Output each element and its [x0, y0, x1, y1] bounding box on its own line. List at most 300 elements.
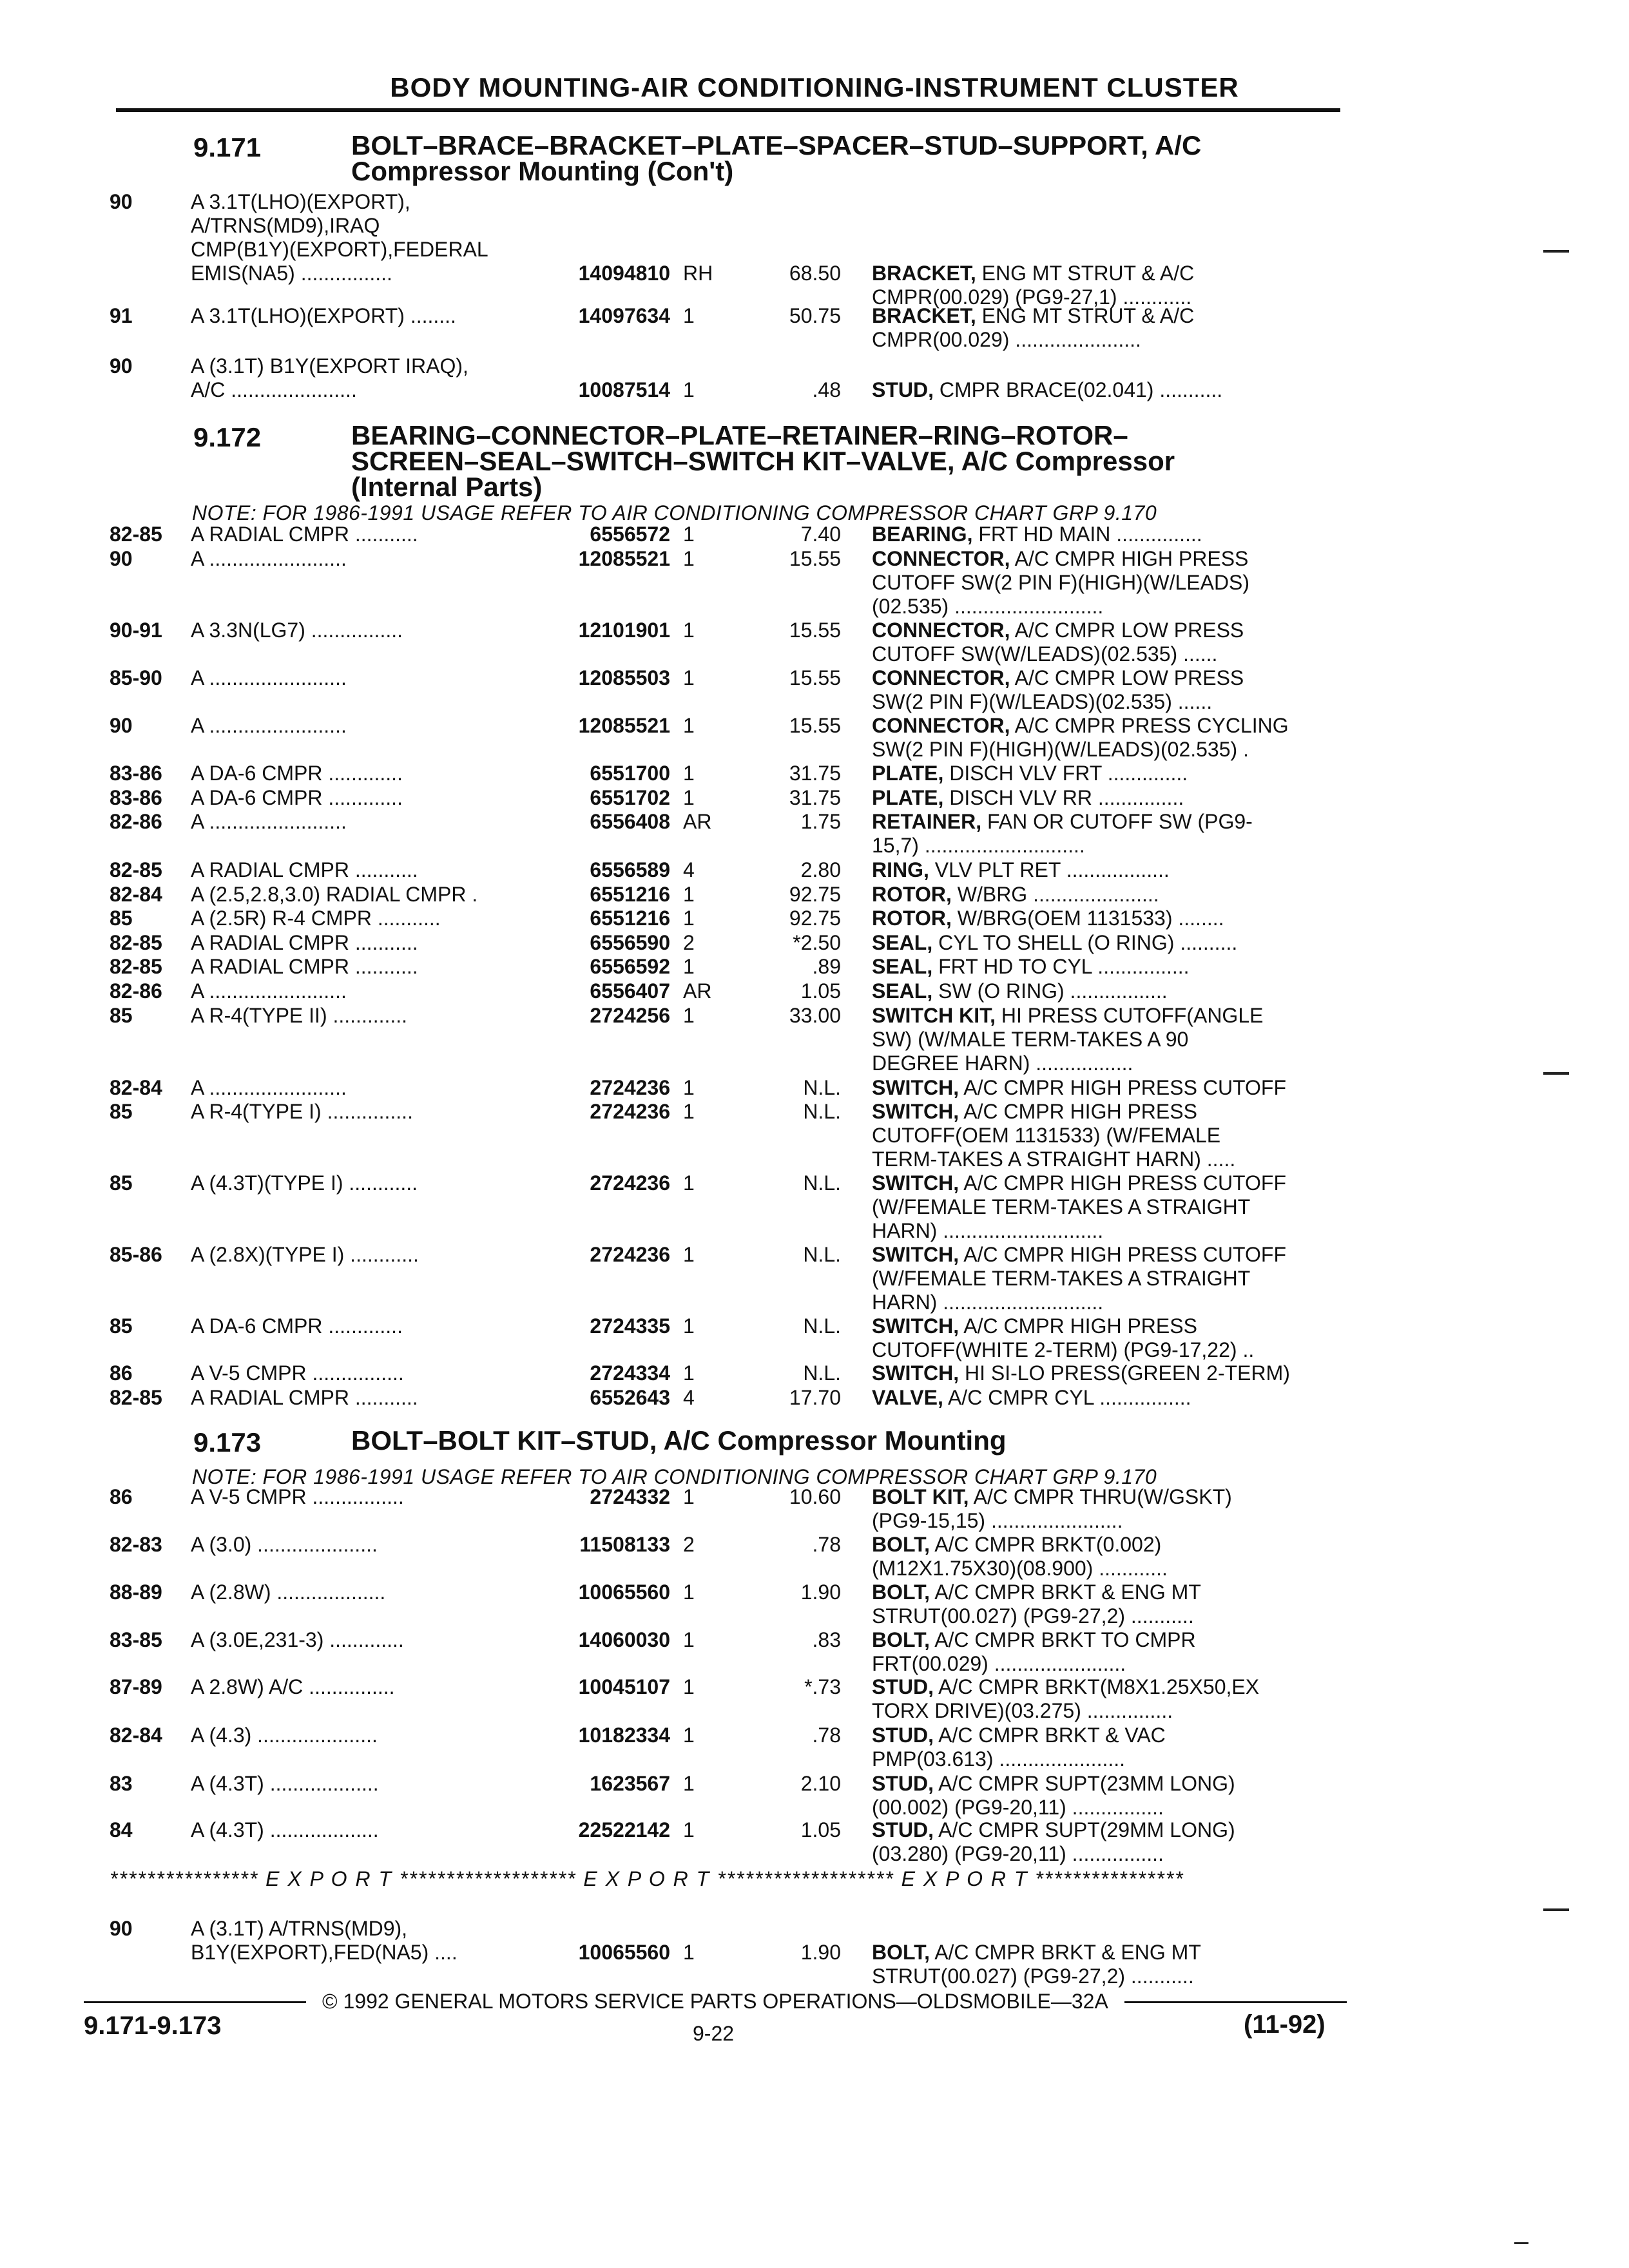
part-number: 2724334	[590, 1361, 670, 1385]
model-years: 85	[110, 907, 133, 930]
price: .78	[812, 1724, 841, 1747]
part-name: RING,	[872, 858, 929, 881]
quantity: 4	[683, 1386, 695, 1409]
part-detail: A/C CMPR PRESS CYCLING	[1014, 714, 1289, 737]
price: *2.50	[793, 931, 841, 954]
application-line: A 2.8W) A/C ...............	[191, 1675, 395, 1698]
quantity: RH	[683, 262, 713, 285]
application-line: A DA-6 CMPR .............	[191, 786, 403, 809]
quantity: 1	[683, 1675, 695, 1698]
application	[191, 1485, 526, 1509]
part-detail: A/C CMPR SUPT(29MM LONG)	[938, 1818, 1235, 1841]
price: 92.75	[789, 883, 841, 906]
part-detail: A/C CMPR BRKT & VAC	[938, 1724, 1166, 1747]
part-number: 2724236	[590, 1076, 670, 1099]
description	[872, 714, 1339, 762]
description-line	[872, 714, 1339, 738]
description-line	[872, 1171, 1339, 1195]
model-years: 82-85	[110, 523, 162, 546]
application	[191, 1581, 526, 1604]
description-line	[872, 810, 1339, 834]
application	[191, 1675, 526, 1699]
quantity: AR	[683, 810, 712, 833]
section-title: BOLT–BRACE–BRACKET–PLATE–SPACER–STUD–SUPPORT, A/C	[351, 130, 1202, 160]
part-number: 11508133	[579, 1533, 670, 1556]
quantity: 1	[683, 1628, 695, 1651]
price: 15.55	[789, 714, 841, 737]
description-line: (00.002) (PG9-20,11) ................	[872, 1796, 1164, 1819]
part-name: STUD,	[872, 1675, 934, 1698]
part-number: 6556590	[590, 931, 670, 954]
quantity: 1	[683, 1772, 695, 1795]
header-rule	[116, 108, 1340, 112]
model-years: 91	[110, 304, 133, 327]
application	[191, 304, 526, 328]
part-detail: HI SI-LO PRESS(GREEN 2-TERM)	[964, 1361, 1290, 1385]
part-name: SWITCH,	[872, 1076, 959, 1099]
model-years: 90	[110, 354, 133, 378]
part-number: 6556407	[590, 979, 670, 1003]
price: 1.05	[800, 1818, 841, 1841]
part-name: BRACKET,	[872, 262, 976, 285]
model-years: 82-85	[110, 1386, 162, 1409]
footer-rule-left	[84, 2001, 306, 2003]
description-line: CUTOFF SW(W/LEADS)(02.535) ......	[872, 642, 1218, 666]
usage-note: NOTE: FOR 1986-1991 USAGE REFER TO AIR CONDITIONING COMPRESSOR CHART GRP 9.170	[192, 501, 1157, 524]
description	[872, 619, 1339, 666]
margin-mark	[1543, 1072, 1569, 1075]
price: N.L.	[803, 1243, 841, 1266]
description	[872, 762, 1339, 785]
section-title: BOLT–BOLT KIT–STUD, A/C Compressor Mounting	[351, 1425, 1007, 1456]
description-line	[872, 1533, 1339, 1557]
part-detail: A/C CMPR BRKT TO CMPR	[934, 1628, 1196, 1651]
footer-copyright: © 1992 GENERAL MOTORS SERVICE PARTS OPERATIONS—OLDSMOBILE—32A	[322, 1990, 1108, 2013]
price: 2.10	[800, 1772, 841, 1795]
export-divider: **************** E X P O R T ******************* E X P O R T ******************* E X P O R T ****************	[110, 1867, 1184, 1890]
model-years: 90	[110, 190, 133, 213]
description-line	[872, 1243, 1339, 1267]
part-number: 2724236	[590, 1100, 670, 1123]
part-name: CONNECTOR,	[872, 666, 1010, 689]
application-line: A (3.0) .....................	[191, 1533, 378, 1556]
description-line	[872, 1076, 1339, 1100]
quantity: 1	[683, 666, 695, 689]
quantity: 1	[683, 547, 695, 570]
model-years: 85-90	[110, 666, 162, 689]
description	[872, 1004, 1339, 1075]
margin-mark	[1543, 1908, 1569, 1911]
model-years: 90	[110, 714, 133, 737]
description	[872, 1076, 1339, 1100]
description-line: (03.280) (PG9-20,11) ................	[872, 1842, 1164, 1865]
description-line	[872, 883, 1339, 907]
section-title: Compressor Mounting (Con't)	[351, 156, 734, 186]
part-number: 10065560	[578, 1941, 670, 1964]
application	[191, 354, 526, 402]
part-number: 6556589	[590, 858, 670, 881]
quantity: AR	[683, 979, 712, 1003]
part-number: 6556408	[590, 810, 670, 833]
application-line: A ........................	[191, 810, 347, 833]
description-line: CUTOFF(WHITE 2-TERM) (PG9-17,22) ..	[872, 1338, 1255, 1361]
application	[191, 1243, 526, 1267]
description	[872, 1533, 1339, 1581]
model-years: 90-91	[110, 619, 162, 642]
application-line: A RADIAL CMPR ...........	[191, 955, 418, 978]
quantity: 2	[683, 931, 695, 954]
application	[191, 931, 526, 955]
model-years: 82-83	[110, 1533, 162, 1556]
description-line	[872, 1314, 1339, 1338]
application-line: A V-5 CMPR ................	[191, 1361, 404, 1385]
price: 31.75	[789, 786, 841, 809]
application-line: A ........................	[191, 979, 347, 1003]
quantity: 1	[683, 1361, 695, 1385]
price: *.73	[804, 1675, 841, 1698]
description	[872, 1243, 1339, 1314]
quantity: 4	[683, 858, 695, 881]
part-number: 10065560	[578, 1581, 670, 1604]
footer-page-number: 9-22	[693, 2022, 735, 2045]
price: N.L.	[803, 1314, 841, 1338]
price: 68.50	[789, 262, 841, 285]
part-name: BOLT,	[872, 1533, 930, 1556]
part-name: SEAL,	[872, 931, 933, 954]
price: 2.80	[800, 858, 841, 881]
part-name: BEARING,	[872, 523, 973, 546]
part-detail: A/C CMPR BRKT & ENG MT	[934, 1941, 1201, 1964]
model-years: 82-84	[110, 883, 162, 906]
application	[191, 714, 526, 738]
model-years: 82-85	[110, 955, 162, 978]
part-detail: A/C CMPR HIGH PRESS	[963, 1314, 1197, 1338]
model-years: 85	[110, 1314, 133, 1338]
model-years: 83-86	[110, 786, 162, 809]
application	[191, 190, 526, 285]
application	[191, 1818, 526, 1842]
part-detail: A/C CMPR HIGH PRESS CUTOFF	[963, 1243, 1286, 1266]
application	[191, 1628, 526, 1652]
application	[191, 666, 526, 690]
part-detail: HI PRESS CUTOFF(ANGLE	[1001, 1004, 1264, 1027]
application-line: A DA-6 CMPR .............	[191, 762, 403, 785]
part-name: STUD,	[872, 1772, 934, 1795]
application	[191, 1314, 526, 1338]
description	[872, 378, 1339, 402]
price: 1.75	[800, 810, 841, 833]
part-detail: A/C CMPR HIGH PRESS CUTOFF	[963, 1171, 1286, 1195]
quantity: 1	[683, 378, 695, 401]
footer-date: (11-92)	[1244, 2010, 1325, 2039]
description-line	[872, 619, 1339, 642]
price: N.L.	[803, 1100, 841, 1123]
part-name: SWITCH KIT,	[872, 1004, 996, 1027]
description	[872, 1581, 1339, 1628]
part-detail: A/C CMPR LOW PRESS	[1014, 666, 1244, 689]
part-detail: ENG MT STRUT & A/C	[981, 262, 1195, 285]
description	[872, 858, 1339, 882]
part-number: 2724335	[590, 1314, 670, 1338]
description	[872, 547, 1339, 619]
description-line: STRUT(00.027) (PG9-27,2) ...........	[872, 1604, 1194, 1628]
description	[872, 1361, 1339, 1385]
description-line	[872, 955, 1339, 979]
application-line: A RADIAL CMPR ...........	[191, 523, 418, 546]
part-detail: FRT HD TO CYL ................	[938, 955, 1190, 978]
description-line	[872, 1386, 1339, 1410]
description-line	[872, 1100, 1339, 1124]
application-line: A R-4(TYPE I) ...............	[191, 1100, 413, 1123]
description-line	[872, 1361, 1339, 1385]
application-line: A V-5 CMPR ................	[191, 1485, 404, 1508]
description-line: FRT(00.029) .......................	[872, 1652, 1126, 1675]
price: .48	[812, 378, 841, 401]
model-years: 84	[110, 1818, 133, 1841]
part-number: 14094810	[578, 262, 670, 285]
model-years: 87-89	[110, 1675, 162, 1698]
model-years: 85	[110, 1004, 133, 1027]
application	[191, 1171, 526, 1195]
description	[872, 907, 1339, 930]
description-line	[872, 547, 1339, 571]
description-line	[872, 1818, 1339, 1842]
description-line	[872, 1724, 1339, 1747]
part-detail: A/C CMPR CYL ................	[947, 1386, 1191, 1409]
quantity: 1	[683, 883, 695, 906]
part-name: BOLT,	[872, 1628, 930, 1651]
price: 15.55	[789, 619, 841, 642]
part-name: CONNECTOR,	[872, 547, 1010, 570]
model-years: 85	[110, 1171, 133, 1195]
price: 31.75	[789, 762, 841, 785]
description-line	[872, 1772, 1339, 1796]
part-name: STUD,	[872, 1818, 934, 1841]
application-line: EMIS(NA5) ................	[191, 262, 392, 285]
description	[872, 810, 1339, 858]
application-line: A (4.3T) ...................	[191, 1818, 379, 1841]
quantity: 1	[683, 1004, 695, 1027]
description-line	[872, 262, 1339, 285]
application	[191, 1386, 526, 1410]
part-detail: A/C CMPR LOW PRESS	[1014, 619, 1244, 642]
application	[191, 786, 526, 810]
part-name: BOLT KIT,	[872, 1485, 969, 1508]
margin-mark	[1514, 2242, 1528, 2244]
description	[872, 1485, 1339, 1533]
quantity: 1	[683, 786, 695, 809]
part-detail: W/BRG(OEM 1131533) ........	[957, 907, 1224, 930]
description-line: (W/FEMALE TERM-TAKES A STRAIGHT	[872, 1267, 1251, 1290]
application-line: A (2.5,2.8,3.0) RADIAL CMPR .	[191, 883, 478, 906]
part-detail: DISCH VLV RR ...............	[949, 786, 1184, 809]
part-number: 22522142	[578, 1818, 670, 1841]
description	[872, 1818, 1339, 1866]
quantity: 1	[683, 619, 695, 642]
part-detail: A/C CMPR THRU(W/GSKT)	[973, 1485, 1232, 1508]
description-line: (M12X1.75X30)(08.900) ............	[872, 1557, 1168, 1580]
part-name: SWITCH,	[872, 1243, 959, 1266]
description	[872, 262, 1339, 309]
application-line: A (2.5R) R-4 CMPR ...........	[191, 907, 441, 930]
part-number: 6556572	[590, 523, 670, 546]
price: 33.00	[789, 1004, 841, 1027]
part-number: 6551216	[590, 883, 670, 906]
description-line	[872, 786, 1339, 810]
quantity: 1	[683, 1818, 695, 1841]
description-line: PMP(03.613) ......................	[872, 1747, 1126, 1771]
application-line: A ........................	[191, 714, 347, 737]
description-line: (W/FEMALE TERM-TAKES A STRAIGHT	[872, 1195, 1251, 1218]
application	[191, 858, 526, 882]
part-detail: FRT HD MAIN ...............	[978, 523, 1202, 546]
description	[872, 1628, 1339, 1676]
description-line	[872, 858, 1339, 882]
price: N.L.	[803, 1361, 841, 1385]
part-name: ROTOR,	[872, 907, 952, 930]
price: 1.90	[800, 1941, 841, 1964]
application	[191, 762, 526, 785]
part-name: BOLT,	[872, 1941, 930, 1964]
model-years: 82-85	[110, 858, 162, 881]
description	[872, 1772, 1339, 1820]
description	[872, 1941, 1339, 1988]
part-number: 12085521	[578, 714, 670, 737]
model-years: 82-85	[110, 931, 162, 954]
description-line: CUTOFF(OEM 1131533) (W/FEMALE	[872, 1124, 1221, 1147]
section-title: BEARING–CONNECTOR–PLATE–RETAINER–RING–ROTOR–	[351, 420, 1128, 450]
part-number: 10182334	[578, 1724, 670, 1747]
application-line: A ........................	[191, 1076, 347, 1099]
description	[872, 523, 1339, 546]
description-line: (02.535) ..........................	[872, 595, 1104, 618]
part-name: SEAL,	[872, 979, 933, 1003]
application-line: A R-4(TYPE II) .............	[191, 1004, 408, 1027]
part-name: STUD,	[872, 1724, 934, 1747]
model-years: 82-84	[110, 1724, 162, 1747]
part-name: VALVE,	[872, 1386, 943, 1409]
part-detail: A/C CMPR BRKT(M8X1.25X50,EX	[938, 1675, 1260, 1698]
application-line: A ........................	[191, 666, 347, 689]
part-number: 2724332	[590, 1485, 670, 1508]
price: 1.05	[800, 979, 841, 1003]
description-line	[872, 907, 1339, 930]
part-number: 6551700	[590, 762, 670, 785]
part-name: PLATE,	[872, 786, 944, 809]
quantity: 1	[683, 714, 695, 737]
application-line: A (2.8W) ...................	[191, 1581, 386, 1604]
description-line: STRUT(00.027) (PG9-27,2) ...........	[872, 1965, 1194, 1988]
application	[191, 1724, 526, 1747]
part-number: 12085503	[578, 666, 670, 689]
description-line	[872, 1675, 1339, 1699]
page-header-title: BODY MOUNTING-AIR CONDITIONING-INSTRUMENT CLUSTER	[390, 72, 1239, 102]
description-line	[872, 1004, 1339, 1028]
quantity: 1	[683, 523, 695, 546]
quantity: 1	[683, 1941, 695, 1964]
quantity: 1	[683, 1724, 695, 1747]
description-line: (PG9-15,15) .......................	[872, 1509, 1123, 1532]
usage-note: NOTE: FOR 1986-1991 USAGE REFER TO AIR CONDITIONING COMPRESSOR CHART GRP 9.170	[192, 1465, 1157, 1488]
price: .78	[812, 1533, 841, 1556]
description	[872, 666, 1339, 714]
description-line	[872, 304, 1339, 328]
description	[872, 931, 1339, 955]
part-number: 2724256	[590, 1004, 670, 1027]
application	[191, 523, 526, 546]
description-line: CUTOFF SW(2 PIN F)(HIGH)(W/LEADS)	[872, 571, 1250, 594]
section-number: 9.172	[193, 422, 262, 452]
quantity: 1	[683, 1314, 695, 1338]
application	[191, 979, 526, 1003]
part-number: 6556592	[590, 955, 670, 978]
application-line: A RADIAL CMPR ...........	[191, 1386, 418, 1409]
part-detail: A/C CMPR HIGH PRESS CUTOFF	[963, 1076, 1286, 1099]
part-name: SWITCH,	[872, 1361, 959, 1385]
price: .89	[812, 955, 841, 978]
description-line: SW(2 PIN F)(W/LEADS)(02.535) ......	[872, 690, 1213, 713]
part-name: ROTOR,	[872, 883, 952, 906]
application	[191, 955, 526, 979]
model-years: 86	[110, 1361, 133, 1385]
part-name: RETAINER,	[872, 810, 982, 833]
part-detail: CMPR BRACE(02.041) ...........	[939, 378, 1223, 401]
description	[872, 979, 1339, 1003]
part-detail: VLV PLT RET ..................	[934, 858, 1170, 881]
section-number: 9.173	[193, 1427, 262, 1457]
application	[191, 1772, 526, 1796]
part-detail: DISCH VLV FRT ..............	[949, 762, 1188, 785]
part-detail: A/C CMPR SUPT(23MM LONG)	[938, 1772, 1235, 1795]
description-line: HARN) ............................	[872, 1219, 1104, 1242]
part-number: 6551216	[590, 907, 670, 930]
application	[191, 1917, 526, 1965]
description-line	[872, 1941, 1339, 1965]
description-line	[872, 523, 1339, 546]
application-line: A (4.3T)(TYPE I) ............	[191, 1171, 418, 1195]
price: 15.55	[789, 666, 841, 689]
application-line: A (3.0E,231-3) .............	[191, 1628, 404, 1651]
quantity: 1	[683, 1243, 695, 1266]
part-number: 2724236	[590, 1171, 670, 1195]
part-name: SWITCH,	[872, 1171, 959, 1195]
price: 7.40	[800, 523, 841, 546]
description-line	[872, 1628, 1339, 1652]
description-line	[872, 979, 1339, 1003]
application-line: A (3.1T) B1Y(EXPORT IRAQ),	[191, 354, 468, 378]
model-years: 82-84	[110, 1076, 162, 1099]
model-years: 82-86	[110, 979, 162, 1003]
part-detail: W/BRG ......................	[957, 883, 1159, 906]
application-line: A (4.3) .....................	[191, 1724, 378, 1747]
application-line: A 3.3N(LG7) ................	[191, 619, 403, 642]
description-line: SW(2 PIN F)(HIGH)(W/LEADS)(02.535) .	[872, 738, 1249, 761]
description	[872, 1675, 1339, 1723]
model-years: 83-86	[110, 762, 162, 785]
part-name: PLATE,	[872, 762, 944, 785]
model-years: 88-89	[110, 1581, 162, 1604]
quantity: 1	[683, 1171, 695, 1195]
application-line: A 3.1T(LHO)(EXPORT),	[191, 190, 410, 213]
model-years: 82-86	[110, 810, 162, 833]
price: 1.90	[800, 1581, 841, 1604]
description	[872, 883, 1339, 907]
application	[191, 1533, 526, 1557]
price: 15.55	[789, 547, 841, 570]
quantity: 1	[683, 907, 695, 930]
application-line: A RADIAL CMPR ...........	[191, 858, 418, 881]
part-number: 10087514	[578, 378, 670, 401]
